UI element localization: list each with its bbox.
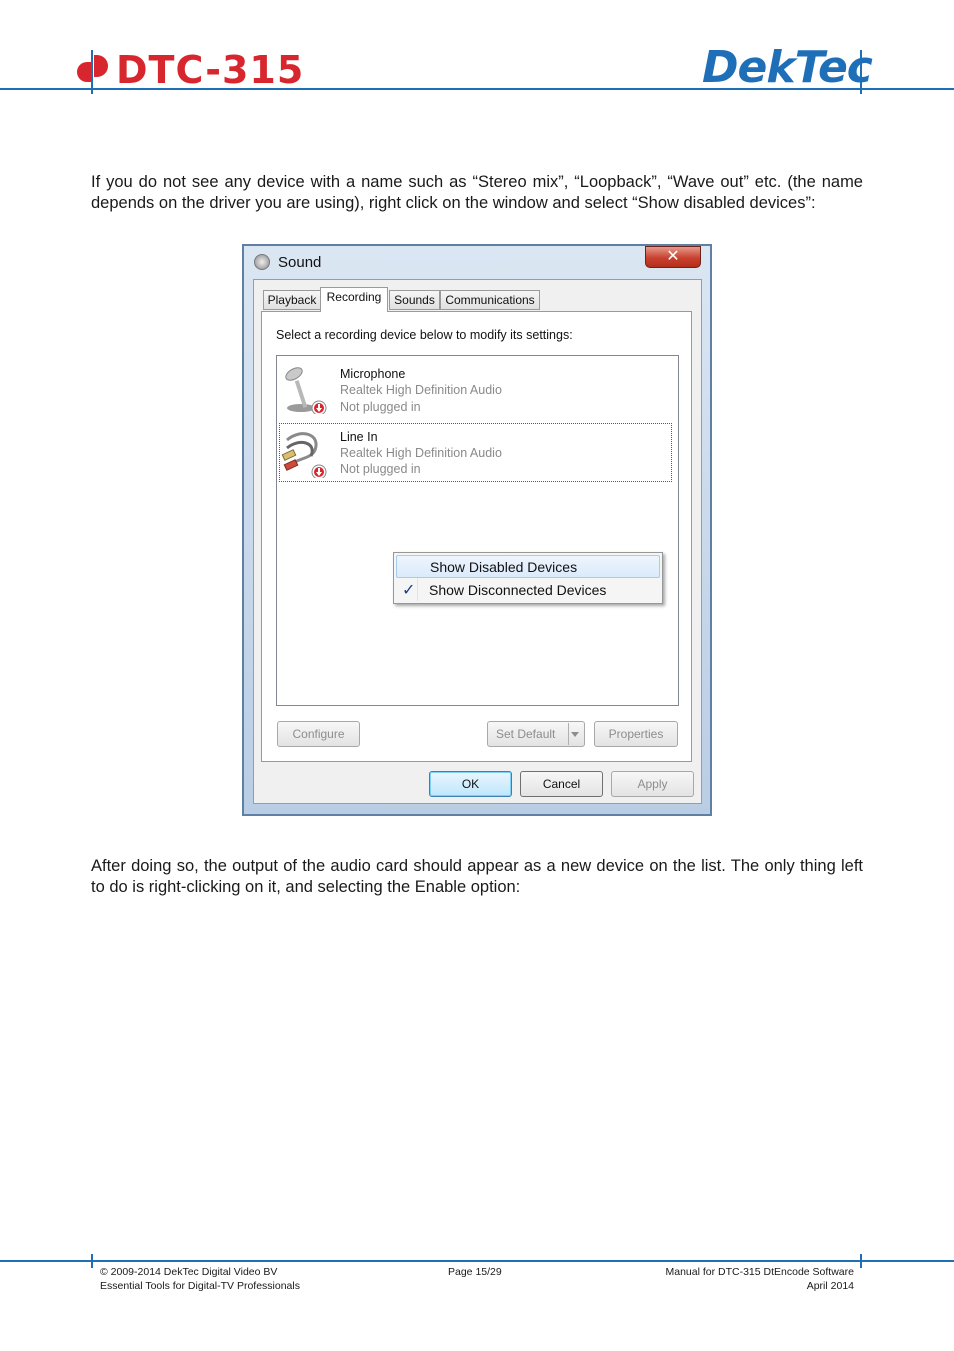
tab-sounds[interactable]: Sounds	[389, 290, 440, 310]
brand-logo: DekTec	[702, 42, 872, 93]
footer-page-number: Page 15/29	[448, 1266, 502, 1278]
footer-date: April 2014	[806, 1280, 854, 1292]
product-logo-mark-2	[94, 55, 108, 77]
product-logo-text: DTC-315	[116, 48, 305, 92]
checkmark-icon: ✓	[402, 582, 416, 599]
configure-button[interactable]: Configure	[277, 721, 360, 747]
device-list[interactable]	[276, 355, 679, 706]
header-tick-left	[91, 50, 93, 94]
line-in-cable-icon	[281, 428, 327, 478]
properties-button[interactable]: Properties	[594, 721, 678, 747]
device-microphone-status: Not plugged in	[340, 400, 421, 414]
chevron-down-icon[interactable]	[571, 732, 579, 737]
footer-rule	[0, 1260, 954, 1262]
product-logo-mark	[77, 62, 91, 82]
cancel-button[interactable]: Cancel	[520, 771, 603, 797]
tab-communications[interactable]: Communications	[440, 290, 540, 310]
device-line-in-status: Not plugged in	[340, 462, 421, 476]
speaker-icon	[254, 254, 270, 270]
menu-item-label: Show Disabled Devices	[430, 559, 578, 575]
after-paragraph: After doing so, the output of the audio card should appear as a new device on the list. The only thing left to do is right-clicking on it, and selecting the Enable option:	[91, 857, 863, 896]
device-line-in-driver: Realtek High Definition Audio	[340, 446, 502, 460]
close-button[interactable]	[645, 246, 701, 268]
intro-paragraph: If you do not see any device with a name such as “Stereo mix”, “Loopback”, “Wave out” etc. (the name depends on the driver you are using), right click on the window and select “Show disabled devices”:	[91, 173, 863, 212]
device-microphone-driver: Realtek High Definition Audio	[340, 383, 502, 397]
footer-copyright: © 2009-2014 DekTec Digital Video BV	[100, 1266, 278, 1278]
footer-tagline: Essential Tools for Digital-TV Professionals	[100, 1280, 300, 1292]
footer-tick-left	[91, 1254, 93, 1268]
device-microphone-name[interactable]: Microphone	[340, 367, 406, 381]
instruction-text: Select a recording device below to modify its settings:	[276, 328, 573, 342]
menu-item-label: Show Disconnected Devices	[429, 582, 607, 598]
ok-button[interactable]: OK	[429, 771, 512, 797]
tab-recording[interactable]: Recording	[320, 287, 388, 312]
close-icon: ✕	[666, 248, 680, 265]
menu-item-show-disconnected[interactable]	[396, 579, 660, 602]
set-default-button[interactable]: Set Default	[487, 721, 585, 747]
tab-playback[interactable]: Playback	[263, 290, 321, 310]
device-line-in-name[interactable]: Line In	[340, 430, 378, 444]
context-menu	[393, 552, 663, 604]
set-default-split	[568, 723, 569, 745]
footer-manual-title: Manual for DTC-315 DtEncode Software	[665, 1266, 854, 1278]
apply-button[interactable]: Apply	[611, 771, 694, 797]
footer-tick-right	[860, 1254, 862, 1268]
dialog-title: Sound	[278, 254, 322, 271]
menu-item-show-disabled[interactable]	[396, 555, 660, 578]
microphone-icon	[281, 364, 327, 414]
